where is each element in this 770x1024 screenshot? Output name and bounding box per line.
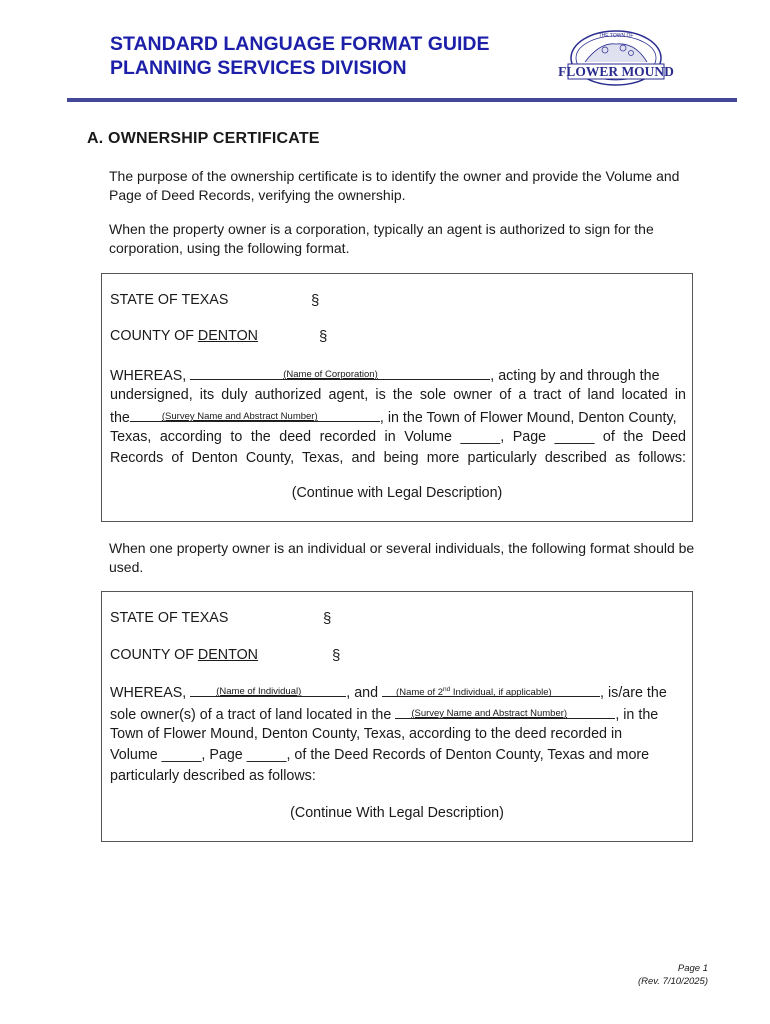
county-prefix: COUNTY OF [110,647,198,663]
continue-legal-description: (Continue with Legal Description) [291,485,503,501]
title-line-1: STANDARD LANGUAGE FORMAT GUIDE [110,33,490,55]
town-seal-logo [558,28,674,90]
second-individual-placeholder: (Name of 2nd Individual, if applicable) [396,686,552,699]
indiv-body-line-4: Volume _____, Page _____, of the Deed Records of Denton County, Texas and more [110,747,650,763]
county-line [110,328,258,344]
logo-wordmark: FLOWER MOUND [558,64,674,79]
indiv-body-line-3: Town of Flower Mound, Denton County, Texas, according to the deed recorded in [110,726,623,742]
survey-line-rest: , in the Town of Flower Mound, Denton County, [379,410,677,426]
indiv-body-line-5: particularly described as follows: [110,768,316,784]
second-individual-blank [382,683,600,697]
county-name: DENTON [197,328,259,344]
survey-placeholder: (Survey Name and Abstract Number) [161,411,318,422]
section-symbol: § [311,292,320,309]
section-symbol: § [332,647,341,664]
whereas-label: WHEREAS, [110,368,187,384]
corp-intro-paragraph: When the property owner is a corporation, typically an agent is authorized to sign for the corporation, using the following format. [109,221,654,256]
continue-legal-description: (Continue With Legal Description) [290,805,504,821]
whereas-line [110,683,667,701]
state-label: STATE OF TEXAS [110,292,229,308]
revision-date: (Rev. 7/10/2025) [637,976,708,987]
isare-text: , is/are the [600,685,667,701]
intro-paragraph: The purpose of the ownership certificate is to identify the owner and provide the Volume and Page of Deed Records, verifying the ownership. [109,168,680,203]
county-name: DENTON [197,647,259,663]
header-divider [67,98,737,102]
whereas-line [110,366,660,384]
page-footer [638,962,708,988]
section-symbol: § [323,610,332,627]
individual-placeholder: (Name of Individual) [216,686,302,697]
page-number: Page 1 [677,963,708,974]
title-line-2: PLANNING SERVICES DIVISION [110,57,407,79]
in-the-text: , in the [615,707,659,723]
individual-format-box [101,591,693,842]
survey-line [110,705,658,723]
sole-owner-text: sole owner(s) of a tract of land located in the [110,707,392,723]
corporation-format-box [101,273,693,522]
and-text: , and [346,685,379,701]
logo-top-text: THE TOWN OF [598,33,634,39]
corp-body-line-5: Records of Denton County, Texas, and being more particularly described as follows: [110,450,686,466]
county-line [110,647,258,663]
survey-line [110,408,677,426]
survey-name-blank [395,705,615,719]
individual-intro-paragraph: When one property owner is an individual or several individuals, the following format should be used. [109,540,695,575]
corp-body-line-2: undersigned, its duly authorized agent, is the sole owner of a tract of land located in [110,387,686,403]
county-prefix: COUNTY OF [110,328,198,344]
survey-name-blank [130,408,380,422]
corporation-placeholder: (Name of Corporation) [283,369,378,380]
survey-placeholder: (Survey Name and Abstract Number) [411,708,568,719]
document-title [110,32,490,80]
corp-body-line-4: Texas, according to the deed recorded in Volume _____, Page _____ of the Deed [110,429,686,445]
individual-name-blank [190,683,346,697]
corporation-name-blank [190,366,490,380]
the-label: the [110,410,130,426]
section-symbol: § [319,328,328,345]
whereas-label: WHEREAS, [110,685,187,701]
state-label: STATE OF TEXAS [110,610,229,626]
section-heading: A. OWNERSHIP CERTIFICATE [87,130,320,147]
acting-text: , acting by and through the [490,368,660,384]
